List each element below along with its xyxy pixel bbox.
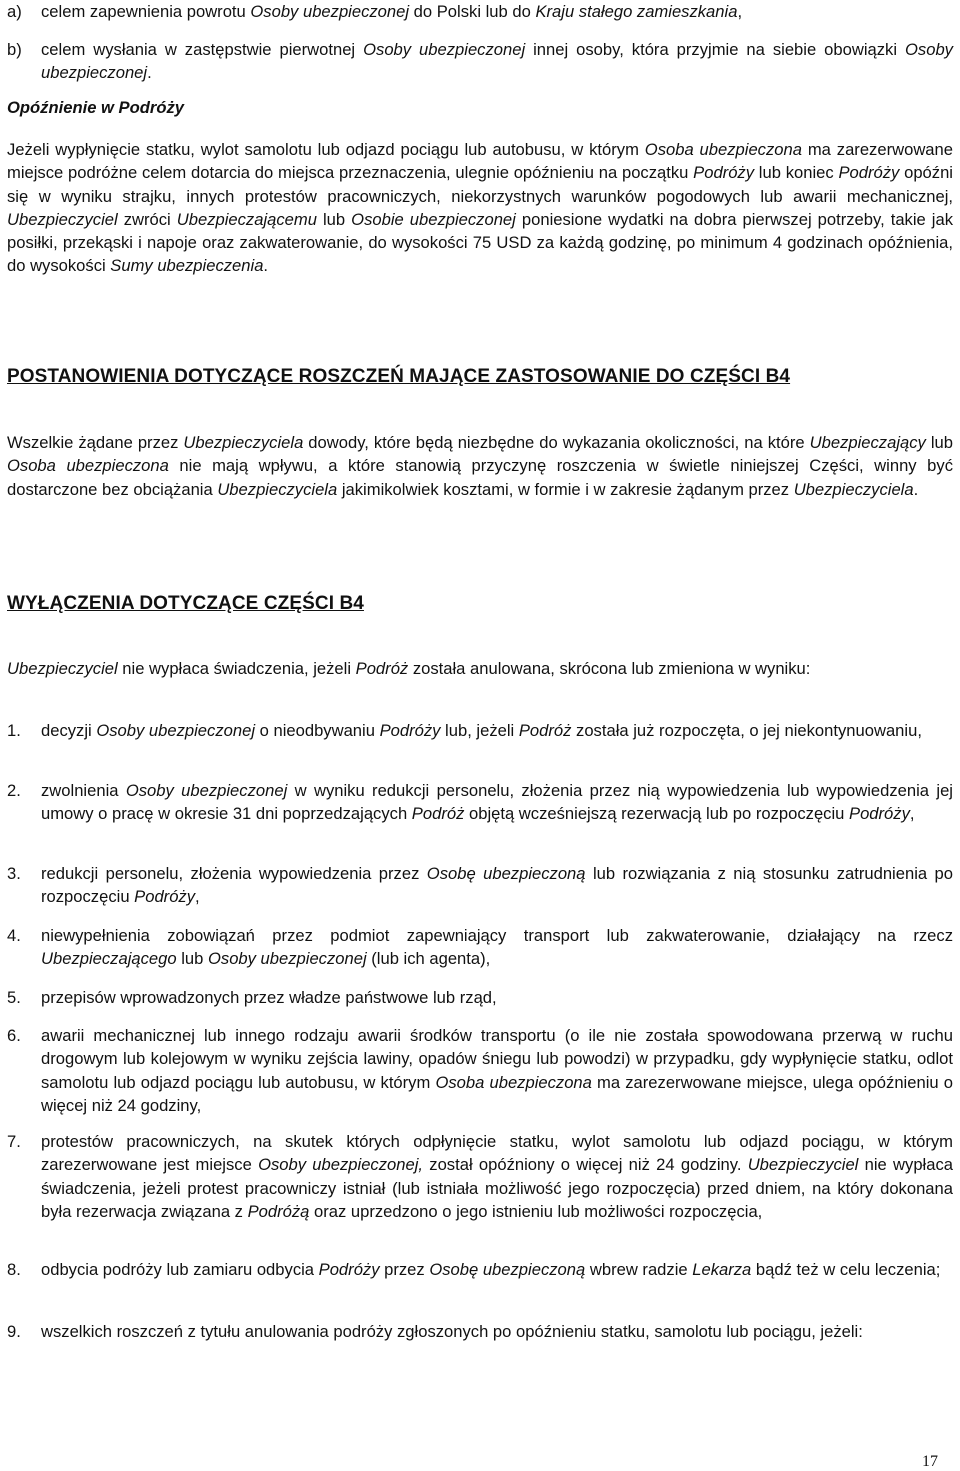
list-marker: b) (7, 40, 22, 59)
list-marker: 3. (7, 864, 21, 883)
list-marker: 9. (7, 1322, 21, 1341)
list-item-text: awarii mechanicznej lub innego rodzaju awarii środków transportu (o ile nie została spowodowana przerwą w ruchu drogowym lub kolejowym w wyniku zejścia lawiny, opadów śniegu lub powodzi) w przypadku, gdy wypłynięcie statku, odlot samolotu lub odjazd pociągu lub autobusu, w którym Osoba ubezpieczona ma zarezerwowane miejsce, ulega opóźnieniu o więcej niż 24 godziny, (41, 1026, 953, 1115)
exclusions-intro: Ubezpieczyciel nie wypłaca świadczenia, jeżeli Podróż została anulowana, skrócona lub zmieniona w wyniku: (7, 659, 811, 678)
list-item-text: przepisów wprowadzonych przez władze państwowe lub rząd, (41, 988, 497, 1007)
list-marker: 6. (7, 1026, 21, 1045)
list-marker: 5. (7, 988, 21, 1007)
list-marker: 8. (7, 1260, 21, 1279)
list-item-text: celem wysłania w zastępstwie pierwotnej Osoby ubezpieczonej innej osoby, która przyjmie na siebie obowiązki Osoby ubezpieczonej. (41, 40, 953, 83)
claims-heading: POSTANOWIENIA DOTYCZĄCE ROSZCZEŃ MAJĄCE ZASTOSOWANIE DO CZĘŚCI B4 (7, 366, 791, 387)
list-item-text: niewypełnienia zobowiązań przez podmiot zapewniający transport lub zakwaterowanie, działający na rzecz Ubezpieczającego lub Osoby ubezpieczonej (lub ich agenta), (41, 926, 953, 969)
delay-subheading: Opóźnienie w Podróży (7, 98, 185, 117)
list-item-text: decyzji Osoby ubezpieczonej o nieodbywaniu Podróży lub, jeżeli Podróż została już rozpoczęta, o jej niekontynuowaniu, (41, 721, 922, 740)
list-marker: 7. (7, 1132, 21, 1151)
list-marker: 1. (7, 721, 21, 740)
page-number: 17 (922, 1453, 938, 1470)
list-item-text: protestów pracowniczych, na skutek których odpłynięcie statku, wylot samolotu lub odjazd pociągu, w którym zarezerwowane jest miejsce Osoby ubezpieczonej, został opóźniony o więcej niż 24 godziny. Ubezpieczyciel nie wypłaca świadczenia, jeżeli protest pracowniczy istniał (lub istniała możliwość jego rozpoczęcia) przed dniem, na który dokonana była rezerwacja związana z Podróżą oraz uprzedzono o jego istnieniu lub możliwości rozpoczęcia, (41, 1132, 953, 1221)
claims-paragraph: Wszelkie żądane przez Ubezpieczyciela dowody, które będą niezbędne do wykazania okoliczności, na które Ubezpieczający lub Osoba ubezpieczona nie mają wpływu, a które stanowią przyczynę roszczenia w świetle niniejszej Części, winny być dostarczone bez obciążania Ubezpieczyciela jakimikolwiek kosztami, w formie i w zakresie żądanym przez Ubezpieczyciela. (7, 433, 953, 499)
exclusions-heading: WYŁĄCZENIA DOTYCZĄCE CZĘŚCI B4 (7, 593, 364, 614)
list-marker: 2. (7, 781, 21, 800)
list-item-text: odbycia podróży lub zamiaru odbycia Podróży przez Osobę ubezpieczoną wbrew radzie Lekarza bądź też w celu leczenia; (41, 1260, 941, 1279)
delay-paragraph: Jeżeli wypłynięcie statku, wylot samolotu lub odjazd pociągu lub autobusu, w którym Osoba ubezpieczona ma zarezerwowane miejsce podróżne celem dotarcia do miejsca przeznaczenia, ulegnie opóźnieniu na początku Podróży lub koniec Podróży opóźni się w wyniku strajku, innych protestów pracowniczych, niekorzystnych warunków pogodowych lub awarii mechanicznej, Ubezpieczyciel zwróci Ubezpieczającemu lub Osobie ubezpieczonej poniesione wydatki na dobra pierwszej potrzeby, takie jak posiłki, przekąski i napoje oraz zakwaterowanie, do wysokości 75 USD za każdą godzinę, po minimum 4 godzinach opóźnienia, do wysokości Sumy ubezpieczenia. (7, 140, 953, 276)
list-marker: 4. (7, 926, 21, 945)
list-item-text: zwolnienia Osoby ubezpieczonej w wyniku redukcji personelu, złożenia przez nią wypowiedzenia lub wypowiedzenia jej umowy o pracę w okresie 31 dni poprzedzających Podróż objętą wcześniejszą rezerwacją lub po rozpoczęciu Podróży, (41, 781, 953, 824)
list-marker: a) (7, 2, 22, 21)
list-item-text: celem zapewnienia powrotu Osoby ubezpieczonej do Polski lub do Kraju stałego zamieszkania, (41, 2, 743, 21)
list-item-text: wszelkich roszczeń z tytułu anulowania podróży zgłoszonych po opóźnieniu statku, samolotu lub pociągu, jeżeli: (41, 1322, 863, 1341)
list-item-text: redukcji personelu, złożenia wypowiedzenia przez Osobę ubezpieczoną lub rozwiązania z nią stosunku zatrudnienia po rozpoczęciu Podróży, (41, 864, 953, 907)
